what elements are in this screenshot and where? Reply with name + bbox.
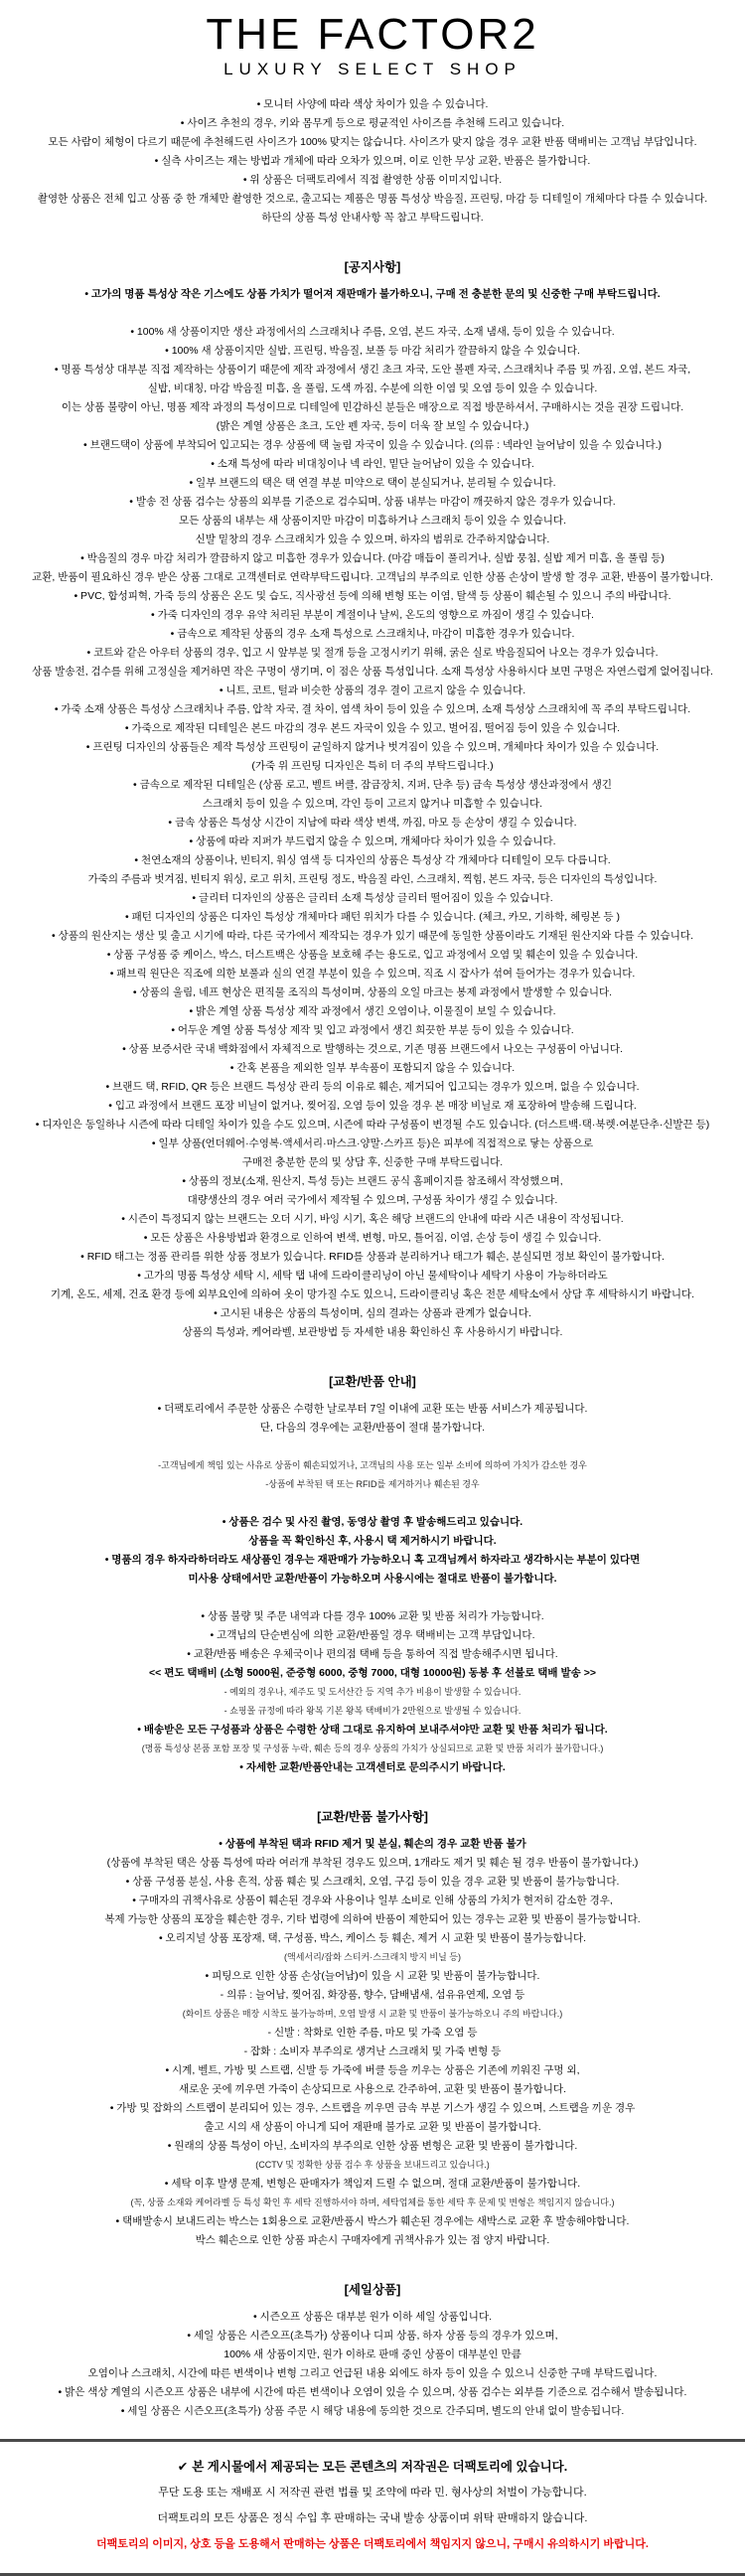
notice-line: • 밝은 색상 계열의 시즌오프 상품은 내부에 시간에 따른 변색이나 오염이 있을 수 있으며, 상품 검수는 외부를 기준으로 검수해서 발송됩니다. — [58, 2386, 687, 2399]
notice-line: • PVC, 합성피혁, 가죽 등의 상품은 온도 및 습도, 직사광선 등에 의해 변형 또는 이염, 탈색 등 상품이 훼손될 수 있으니 주의 바랍니다. — [74, 590, 671, 603]
notice-line: • 위 상품은 더팩토리에서 직접 촬영한 상품 이미지입니다. — [242, 174, 503, 187]
notice-line: - 쇼핑몰 규정에 따라 왕복 기본 왕복 택배비가 2만원으로 발생될 수 있습니다. — [224, 1706, 522, 1717]
notice-line: • RFID 태그는 정품 관리를 위한 상품 정보가 있습니다. RFID를 상품과 분리하거나 태그가 훼손, 분실되면 정보 확인이 불가합니다. — [80, 1251, 665, 1264]
notice-line: • 배송받은 모든 구성품과 상품은 수령한 상태 그대로 유지하여 보내주셔야만 교환 및 반품 처리가 됩니다. — [137, 1724, 608, 1737]
notice-line: ✔ 본 게시물에서 제공되는 모든 콘텐츠의 저작권은 더팩토리에 있습니다. — [0, 2454, 745, 2480]
notice-line: • 명품 특성상 대부분 직접 제작하는 상품이기 때문에 제작 과정에서 생긴 초크 자국, 도안 볼펜 자국, 스크래치나 주름 및 까짐, 오염, 본드 자국, — [54, 364, 691, 377]
notice-line: 미사용 상태에서만 교환/반품이 가능하오며 사용시에는 절대로 반품이 불가합니다. — [188, 1573, 557, 1586]
notice-line: 대량생산의 경우 여러 국가에서 제작될 수 있으며, 구성품 차이가 생길 수 있습니다. — [187, 1194, 558, 1207]
notice-line: • 모니터 사양에 따라 색상 차이가 있을 수 있습니다. — [256, 98, 489, 111]
notice-line: • 원래의 상품 특성이 아닌, 소비자의 부주의로 인한 상품 변형은 교환 및 반품이 불가합니다. — [167, 2140, 578, 2153]
brand-logo: THE FACTOR2 — [206, 10, 539, 59]
notice-line: 이는 상품 불량이 아닌, 명품 제작 과정의 특성이므로 디테일에 민감하신 분들은 매장으로 직접 방문하셔서, 구매하시는 것을 권장 드립니다. — [61, 401, 684, 414]
notice-line: 모든 상품의 내부는 새 상품이지만 마감이 미흡하거나 스크래치 등이 있을 수 있습니다. — [178, 515, 566, 528]
notice-line: • 더팩토리에서 주문한 상품은 수령한 날로부터 7일 이내에 교환 또는 반품 서비스가 제공됩니다. — [157, 1403, 588, 1416]
notice-line: • 간혹 본품을 제외한 일부 부속품이 포함되지 않을 수 있습니다. — [229, 1062, 516, 1075]
notice-line: • 패브릭 원단은 직조에 의한 보풀과 실의 연결 부분이 있을 수 있으며, 직조 시 잡사가 섞여 들어가는 경우가 있습니다. — [109, 968, 636, 981]
notice-line: • 상품의 울림, 네프 현상은 편직물 조직의 특성이며, 상품의 오일 마크는 봉제 과정에서 발생할 수 있습니다. — [132, 986, 613, 999]
notice-line: • 금속 상품은 특성상 시간이 지남에 따라 색상 변색, 까짐, 마모 등 손상이 생길 수 있습니다. — [168, 817, 577, 830]
notice-line: • 고시된 내용은 상품의 특성이며, 심의 결과는 상품과 관계가 없습니다. — [214, 1307, 531, 1320]
section-heading: [공지사항] — [344, 260, 401, 275]
notice-line: • 사이즈 추천의 경우, 키와 몸무게 등으로 평균적인 사이즈를 추천해 드리고 있습니다. — [180, 117, 565, 130]
notice-line: • 교환/반품 배송은 우체국이나 편의점 택배 등을 통하여 직접 발송해주시면 됩니다. — [187, 1648, 558, 1661]
spacer — [0, 1438, 745, 1456]
notice-line: 100% 새 상품이지만, 원가 이하로 판매 중인 상품이 대부분인 만큼 — [224, 2349, 522, 2361]
notice-line: (꼭, 상품 소재와 케어라벨 등 특성 확인 후 세탁 진행하셔야 하며, 세탁업체를 통한 세탁 후 문제 및 변형은 책임지지 않습니다.) — [130, 2197, 615, 2208]
notice-line: • 가죽 소재 상품은 특성상 스크래치나 주름, 압착 자국, 결 차이, 염색 차이 등이 있을 수 있으며, 소재 특성상 스크래치에 꼭 주의 부탁드립니다. — [54, 703, 691, 716]
notice-line: 더팩토리의 이미지, 상호 등을 도용해서 판매하는 상품은 더팩토리에서 책임지지 않으니, 구매시 유의하시기 바랍니다. — [96, 2538, 649, 2551]
notice-line: -상품에 부착된 택 또는 RFID를 제거하거나 훼손된 경우 — [265, 1479, 480, 1490]
notice-line: • 오리지널 상품 포장재, 택, 구성품, 박스, 케이스 등 훼손, 제거 시 교환 및 반품이 불가능합니다. — [158, 1932, 587, 1945]
notice-line: 복제 가능한 상품의 포장을 훼손한 경우, 기타 법령에 의하여 반품이 제한되어 있는 경우는 교환 및 반품이 불가능합니다. — [104, 1913, 641, 1926]
notice-line: - 신발 : 착화로 인한 주름, 마모 및 가죽 오염 등 — [267, 2027, 478, 2040]
notice-line: • 택배발송시 보내드리는 박스는 1회용으로 교환/반품시 박스가 훼손된 경우에는 새박스로 교환 후 발송해야합니다. — [115, 2215, 630, 2228]
notice-line: • 고가의 명품 특성상 작은 기스에도 상품 가치가 떨어져 재판매가 불가하오니, 구매 전 충분한 문의 및 신중한 구매 부탁드립니다. — [84, 288, 661, 301]
notice-line: 더팩토리의 모든 상품은 정식 수입 후 판매하는 국내 발송 상품이며 위탁 판매하지 않습니다. — [157, 2512, 588, 2525]
brand-header — [0, 12, 745, 79]
notice-line: • 명품의 경우 하자라하더라도 새상품인 경우는 재판매가 가능하오니 혹 고객님께서 하자라고 생각하시는 부분이 있다면 — [104, 1554, 641, 1567]
section-heading: [세일상품] — [344, 2283, 401, 2298]
notice-line: 상품의 특성과, 케어라벨, 보관방법 등 자세한 내용 확인하신 후 사용하시기 바랍니다. — [182, 1326, 563, 1339]
notice-line: (상품에 부착된 택은 상품 특성에 따라 여러개 부착된 경우도 있으며, 1개라도 제거 및 훼손 될 경우 반품이 불가합니다.) — [106, 1857, 639, 1870]
notice-line: • 프린팅 디자인의 상품들은 제작 특성상 프린팅이 균일하지 않거나 벗겨짐이 있을 수 있으며, 개체마다 차이가 있을 수 있습니다. — [85, 741, 660, 754]
notice-line: - 예외의 경우나, 제주도 및 도서산간 등 지역 추가 비용이 발생할 수 있습니다. — [224, 1687, 522, 1698]
notice-line: - 의류 : 늘어남, 찢어짐, 화장품, 향수, 담배냄새, 섬유유연제, 오염 등 — [220, 1989, 525, 2002]
notice-line: 기계, 온도, 세제, 건조 환경 등에 외부요인에 의하여 옷이 망가질 수도 있으니, 드라이클리닝 혹은 전문 세탁소에서 상담 후 세탁하시기 바랍니다. — [50, 1288, 695, 1301]
notice-line: 무단 도용 또는 재배포 시 저작권 관련 법률 및 조약에 따라 민. 형사상의 처벌이 가능합니다. — [158, 2487, 587, 2500]
notice-line: • 글리터 디자인의 상품은 글리터 소재 특성상 글리터 떨어짐이 있을 수 있습니다. — [192, 892, 553, 905]
section-heading: [교환/반품 안내] — [329, 1375, 416, 1390]
notice-line: • 가죽으로 제작된 디테일은 본드 마감의 경우 본드 자국이 있을 수 있고, 벌어짐, 떨어짐 등이 있을 수 있습니다. — [124, 722, 621, 735]
notice-line: (가죽 위 프린팅 디자인은 특히 더 주의 부탁드립니다.) — [251, 760, 494, 773]
notice-line: • 소재 특성에 따라 비대칭이나 넥 라인, 밑단 늘어남이 있을 수 있습니다. — [211, 458, 534, 471]
notice-line: 새로운 곳에 끼우면 가죽이 손상되므로 사용으로 간주하여, 교환 및 반품이 불가합니다. — [178, 2083, 566, 2096]
notice-line: • 자세한 교환/반품안내는 고객센터로 문의주시기 바랍니다. — [239, 1761, 506, 1774]
notice-line: • 상품 구성품 분실, 사용 흔적, 상품 훼손 및 스크래치, 오염, 구김 등이 있을 경우 교환 및 반품이 불가능합니다. — [125, 1876, 620, 1889]
spacer — [0, 304, 745, 323]
notice-line: • 상품의 정보(소재, 원산지, 특성 등)는 브랜드 공식 홈페이지를 참조해서 작성했으며, — [182, 1175, 563, 1188]
notice-line: • 모든 상품은 사용방법과 환경으로 인하여 변색, 변형, 마모, 틀어짐, 이염, 손상 등이 생길 수 있습니다. — [143, 1232, 602, 1245]
notice-line: • 상품에 부착된 택과 RFID 제거 및 분실, 훼손의 경우 교환 반품 불가 — [219, 1838, 526, 1851]
notice-line: • 밝은 계열 상품 특성상 제작 과정에서 생긴 오염이나, 이물질이 보일 수 있습니다. — [189, 1005, 556, 1018]
notice-section — [0, 1807, 745, 2250]
notice-line: • 상품 불량 및 주문 내역과 다를 경우 100% 교환 및 반품 처리가 가능합니다. — [201, 1610, 544, 1623]
notice-line: 구매전 충분한 문의 및 상담 후, 신중한 구매 부탁드립니다. — [241, 1156, 504, 1169]
notice-line: - 잡화 : 소비자 부주의로 생겨난 스크래치 및 가죽 변형 등 — [243, 2046, 502, 2058]
notice-line: • 가죽 디자인의 경우 유약 처리된 부분이 계절이나 날씨, 온도의 영향으로 까짐이 생길 수 있습니다. — [151, 609, 594, 622]
notice-line: • 금속으로 제작된 디테일은 (상품 로고, 벨트 버클, 잠금장치, 지퍼, 단추 등) 금속 특성상 생산과정에서 생긴 — [133, 779, 612, 792]
notice-line: 모든 사람이 체형이 다르기 때문에 추천해드린 사이즈가 100% 맞지는 않습니다. 사이즈가 맞지 않을 경우 교환 반품 택배비는 고객님 부담입니다. — [48, 136, 697, 149]
notice-line: • 입고 과정에서 브랜드 포장 비닐이 없거나, 찢어짐, 오염 등이 있을 경우 본 매장 비닐로 재 포장하여 발송해 드립니다. — [108, 1100, 637, 1113]
notice-line: • 시계, 벨트, 가방 및 스트랩, 신발 등 가죽에 버클 등을 끼우는 상품은 기존에 끼워진 구멍 외, — [165, 2064, 580, 2077]
notice-line: • 세일 상품은 시즌오프(초특가) 상품 주문 시 해당 내용에 동의한 것으로 간주되며, 별도의 안내 없이 발송됩니다. — [120, 2405, 625, 2418]
notice-line: • 시즌이 특정되지 않는 브랜드는 오더 시기, 바잉 시기, 혹은 해당 브랜드의 안내에 따라 시즌 내용이 작성됩니다. — [121, 1213, 624, 1226]
notice-line: << 편도 택배비 (소형 5000원, 준중형 6000, 중형 7000, 대형 10000원) 동봉 후 선불로 택배 발송 >> — [149, 1667, 596, 1680]
notice-line: 상품 발송전, 검수를 위해 고정실을 제거하면 작은 구멍이 생기며, 이 점은 상품 특성입니다. 소재 특성상 사용하시다 보면 구멍은 자연스럽게 없어집니다. — [32, 666, 713, 679]
notice-line: (액세서리/잡화 스티커·스크래치 방지 비닐 등) — [284, 1952, 461, 1963]
notice-line: • 일부 상품(언더웨어·수영복·액세서리·마스크·양말·스카프 등)은 피부에 직접적으로 닿는 상품으로 — [151, 1137, 594, 1150]
notice-line: • 일부 브랜드의 택은 택 연결 부분 미약으로 택이 분실되거나, 분리될 수 있습니다. — [189, 477, 556, 490]
notice-line: • 브랜드 택, RFID, QR 등은 브랜드 특성상 관리 등의 이유로 훼손, 제거되어 입고되는 경우가 있으며, 없을 수 있습니다. — [105, 1081, 640, 1094]
notice-line: • 세탁 이후 발생 문제, 변형은 판매자가 책임져 드릴 수 없으며, 절대 교환/반품이 불가합니다. — [164, 2178, 581, 2191]
notice-line: 상품을 꼭 확인하신 후, 사용시 택 제거하시기 바랍니다. — [248, 1535, 497, 1548]
notice-line: 하단의 상품 특성 안내사항 꼭 참고 부탁드립니다. — [261, 212, 484, 225]
notice-section — [0, 257, 745, 1342]
notice-line: • 상품은 검수 및 사진 촬영, 동영상 촬영 후 발송해드리고 있습니다. — [222, 1516, 523, 1529]
notice-line: • 100% 새 상품이지만 생산 과정에서의 스크래치나 주름, 오염, 본드 자국, 소재 냄새, 등이 있을 수 있습니다. — [130, 326, 615, 339]
notice-line: • 금속으로 제작된 상품의 경우 소재 특성으로 스크래치나, 마감이 미흡한 경우가 있습니다. — [170, 628, 575, 641]
notice-line: 박스 훼손으로 인한 상품 파손시 구매자에게 귀책사유가 있는 점 양지 바랍니다. — [195, 2234, 550, 2247]
check-icon: ✔ — [177, 2460, 189, 2475]
notice-line: (명품 특성상 본품 포함 포장 및 구성품 누락, 훼손 등의 경우 상품의 가치가 상실되므로 교환 및 반품 처리가 불가합니다.) — [141, 1743, 604, 1754]
notice-line: • 천연소재의 상품이나, 빈티지, 워싱 염색 등 디자인의 상품은 특성상 각 개체마다 디테일이 모두 다릅니다. — [134, 854, 611, 867]
brand-subtitle: LUXURY SELECT SHOP — [224, 60, 522, 79]
notice-line: • 패턴 디자인의 상품은 디자인 특성상 개체마다 패턴 위치가 다를 수 있습니다. (체크, 카모, 기하학, 헤링본 등 ) — [125, 911, 620, 924]
notice-line: • 상품 구성품 중 케이스, 박스, 더스트백은 상품을 보호해 주는 용도로, 입고 과정에서 오염 및 훼손이 있을 수 있습니다. — [106, 949, 639, 962]
notice-line: • 세일 상품은 시즌오프(초특가) 상품이나 디피 상품, 하자 상품 등의 경우가 있으며, — [187, 2330, 558, 2343]
notice-section — [0, 95, 745, 227]
notice-line: • 상품 보증서란 국내 백화점에서 자체적으로 발행하는 것으로, 기존 명품 브랜드에서 나오는 구성품이 아닙니다. — [122, 1043, 623, 1056]
notice-line: • 박음질의 경우 마감 처리가 깔끔하지 않고 미흡한 경우가 있습니다. (마감 매듭이 풀리거나, 실밥 뭉침, 실밥 제거 미흡, 올 풀림 등) — [80, 552, 665, 565]
notice-line: • 가방 및 잡화의 스트랩이 분리되어 있는 경우, 스트랩을 끼우면 금속 부분 기스가 생길 수 있으며, 스트랩을 끼운 경우 — [109, 2102, 636, 2115]
section-heading: [교환/반품 불가사항] — [317, 1810, 428, 1825]
notice-line: • 발송 전 상품 검수는 상품의 외부를 기준으로 검수되며, 상품 내부는 마감이 깨끗하지 않은 경우가 있습니다. — [129, 496, 616, 509]
spacer — [0, 1589, 745, 1607]
notice-line: • 구매자의 귀책사유로 상품이 훼손된 경우와 사용이나 일부 소비로 인해 상품의 가치가 현저히 감소한 경우, — [132, 1894, 613, 1907]
notice-line: 신발 밑창의 경우 스크래치가 있을 수 있으며, 하자의 범위로 간주하지않습니다. — [195, 533, 550, 546]
notice-line: • 고객님의 단순변심에 의한 교환/반품일 경우 택배비는 고객 부담입니다. — [210, 1629, 535, 1642]
notice-line: • 고가의 명품 특성상 세탁 시, 세탁 탭 내에 드라이클리닝이 아닌 물세탁이나 세탁기 사용이 가능하더라도 — [137, 1270, 608, 1283]
notice-line: • 코트와 같은 아우터 상품의 경우, 입고 시 앞부분 및 절개 등을 고정시키기 위해, 굵은 실로 박음질되어 나오는 경우가 있습니다. — [86, 647, 659, 660]
notice-line: • 실측 사이즈는 재는 방법과 개체에 따라 오차가 있으며, 이로 인한 무상 교환, 반품은 불가합니다. — [154, 155, 591, 168]
notice-line: (화이트 상품은 매장 시착도 불가능하며, 오염 발생 시 교환 및 반품이 불가능하오니 주의 바랍니다.) — [182, 2009, 563, 2020]
notice-line: -고객님에게 책임 있는 사유로 상품이 훼손되었거나, 고객님의 사용 또는 일부 소비에 의하여 가치가 감소한 경우 — [158, 1460, 587, 1471]
notice-line: • 100% 새 상품이지만 실밥, 프린팅, 박음질, 보풀 등 마감 처리가 깔끔하지 않을 수 있습니다. — [165, 345, 580, 358]
notice-line: 교환, 반품이 필요하신 경우 받은 상품 그대로 고객센터로 연락부탁드립니다. 고객님의 부주의로 인한 상품 손상이 발생 할 경우 교환, 반품이 불가합니다. — [32, 571, 713, 584]
copyright-box — [0, 2439, 745, 2576]
notice-line: • 피팅으로 인한 상품 손상(늘어남)이 있을 시 교환 및 반품이 불가능합니다. — [205, 1970, 540, 1983]
notice-line: • 브랜드택이 상품에 부착되어 입고되는 경우 상품에 택 눌림 자국이 있을 수 있습니다. (의류 : 넥라인 늘어남이 있을 수 있습니다.) — [83, 439, 662, 452]
notice-section — [0, 2280, 745, 2421]
notice-line: • 어두운 계열 상품 특성상 제작 및 입고 과정에서 생긴 희끗한 부분 등이 있을 수 있습니다. — [171, 1024, 574, 1037]
notice-line: • 상품에 따라 지퍼가 부드럽지 않을 수 있으며, 개체마다 차이가 있을 수 있습니다. — [189, 835, 556, 848]
notice-line: 가죽의 주름과 벗겨짐, 빈티지 워싱, 로고 위치, 프린팅 정도, 박음질 라인, 스크래치, 찍힘, 본드 자국, 등은 디자인의 특성입니다. — [87, 873, 658, 886]
notice-line: 스크래치 등이 있을 수 있으며, 각인 등이 고르지 않거나 미흡할 수 있습니다. — [202, 798, 543, 811]
notice-line: 오염이나 스크래치, 시간에 따른 변색이나 변형 그리고 언급된 내용 외에도 하자 등이 있을 수 있으니 신중한 구매 부탁드립니다. — [87, 2367, 658, 2380]
notice-sections — [0, 95, 745, 2421]
notice-line: 실밥, 비대칭, 마감 박음질 미흡, 올 풀림, 도색 까짐, 수분에 의한 이염 및 오염 등이 있을 수 있습니다. — [147, 382, 598, 395]
notice-line: • 디자인은 동일하나 시즌에 따라 디테일 차이가 있을 수도 있으며, 시즌에 따라 구성품이 변경될 수도 있습니다. (더스트백·택·북렛·여분단추·신발끈 등) — [35, 1119, 710, 1132]
notice-line: • 시즌오프 상품은 대부분 원가 이하 세일 상품입니다. — [252, 2311, 493, 2324]
notice-line: 단, 다음의 경우에는 교환/반품이 절대 불가합니다. — [259, 1422, 486, 1435]
notice-section — [0, 1372, 745, 1777]
notice-line: (밝은 계열 상품은 초크, 도안 펜 자국, 등이 더욱 잘 보일 수 있습니다.) — [216, 420, 529, 433]
notice-line: (CCTV 및 정확한 상품 검수 후 상품을 보내드리고 있습니다.) — [255, 2160, 490, 2171]
notice-line: • 니트, 코트, 털과 비슷한 상품의 경우 결이 고르지 않을 수 있습니다. — [219, 684, 526, 697]
notice-line: • 상품의 원산지는 생산 및 출고 시기에 따라, 다른 국가에서 제작되는 경우가 있기 때문에 동일한 상품이라도 기재된 원산지와 다를 수 있습니다. — [51, 930, 693, 943]
notice-line: 출고 시의 새 상품이 아니게 되어 재판매 불가로 교환 및 반품이 불가합니다. — [204, 2121, 541, 2134]
spacer — [0, 1494, 745, 1513]
notice-line: 촬영한 상품은 전체 입고 상품 중 한 개체만 촬영한 것으로, 출고되는 제품은 명품 특성상 박음질, 프린팅, 마감 등 디테일이 개체마다 다를 수 있습니다. — [37, 193, 708, 206]
